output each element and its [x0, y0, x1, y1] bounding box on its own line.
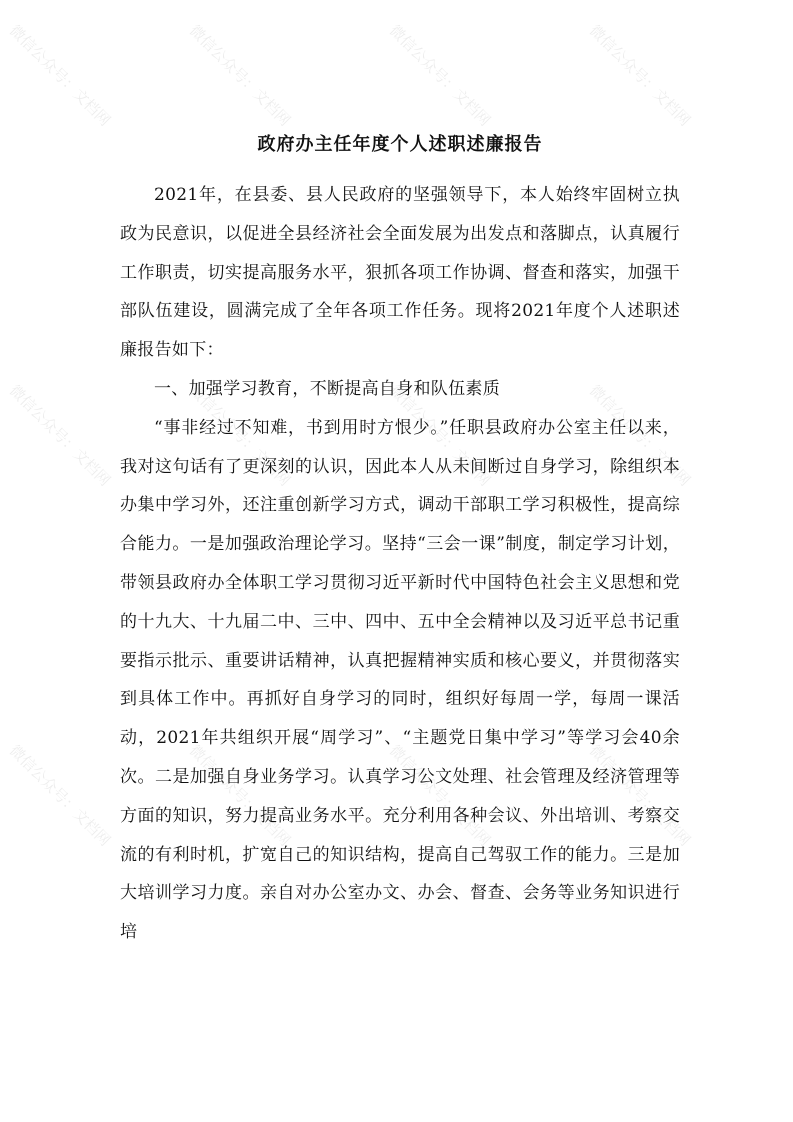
document-title: 政府办主任年度个人述职述廉报告 [257, 134, 543, 155]
watermark: 微信公众号：文档网 [385, 741, 495, 850]
watermark: 微信公众号：文档网 [5, 741, 115, 850]
document-body [120, 128, 680, 952]
watermark: 微信公众号：文档网 [585, 21, 695, 130]
watermark: 微信公众号：文档网 [5, 381, 115, 490]
watermark: 微信公众号：文档网 [185, 741, 295, 850]
watermark: 微信公众号：文档网 [5, 21, 115, 130]
watermark: 微信公众号：文档网 [185, 21, 295, 130]
paragraph-intro: 2021年，在县委、县人民政府的坚强领导下，本人始终牢固树立执政为民意识，以促进全县经济社会全面发展为出发点和落脚点，认真履行工作职责，切实提高服务水平，狠抓各项工作协调、督查和落实，加强干部队伍建设，圆满完成了全年各项工作任务。现将2021年度个人述职述廉报告如下： [120, 185, 680, 361]
watermark: 微信公众号：文档网 [385, 381, 495, 490]
watermark: 微信公众号：文档网 [185, 381, 295, 490]
watermark: 微信公众号：文档网 [385, 21, 495, 130]
paragraph-study: “事非经过不知难，书到用时方恨少。”任职县政府办公室主任以来，我对这句话有了更深刻的认识，因此本人从未间断过自身学习，除组织本办集中学习外，还注重创新学习方式，调动干部职工学习积极性，提高综合能力。一是加强政治理论学习。坚持“三会一课”制度，制定学习计划，带领县政府办全体职工学习贯彻习近平新时代中国特色社会主义思想和党的十九大、十九届二中、三中、四中、五中全会精神以及习近平总书记重要指示批示、重要讲话精神，认真把握精神实质和核心要义，并贯彻落实到具体工作中。再抓好自身学习的同时，组织好每周一学，每周一课活动，2021年共组织开展“周学习”、“主题党日集中学习”等学习会40余次。二是加强自身业务学习。认真学习公文处理、社会管理及经济管理等方面的知识，努力提高业务水平。充分利用各种会议、外出培训、考察交流的有利时机，扩宽自己的知识结构，提高自己驾驭工作的能力。三是加大培训学习力度。亲自对办公室办文、办会、督查、会务等业务知识进行培 [120, 417, 680, 943]
watermark: 微信公众号：文档网 [585, 741, 695, 850]
watermark: 微信公众号：文档网 [585, 381, 695, 490]
section-heading-1: 一、加强学习教育，不断提高自身和队伍素质 [154, 378, 500, 399]
